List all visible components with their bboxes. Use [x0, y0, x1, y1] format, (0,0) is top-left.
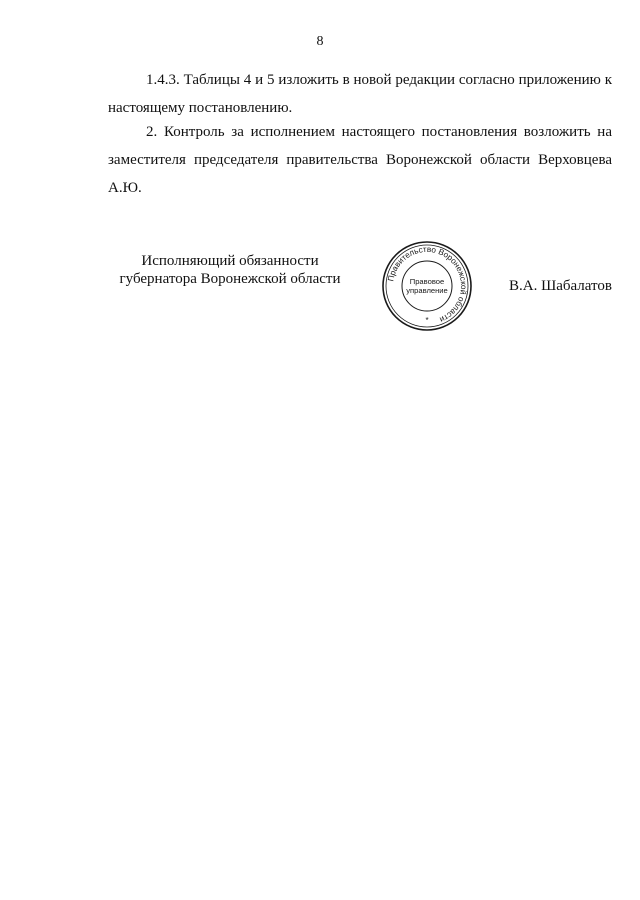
- seal-ring-text: Правительство Воронежской области: [386, 244, 469, 325]
- paragraph-text: 1.4.3. Таблицы 4 и 5 изложить в новой редакции согласно приложению к настоящему постановлению.: [108, 72, 612, 116]
- signatory-title-line-1: Исполняющий обязанности: [141, 253, 319, 269]
- signatory-title: [100, 252, 360, 288]
- paragraph-text: 2. Контроль за исполнением настоящего постановления возложить на заместителя председателя правительства Воронежской области Верховцева А.Ю.: [108, 124, 612, 196]
- seal-center-line-2: управление: [406, 286, 448, 295]
- signatory-title-line-2: губернатора Воронежской области: [119, 271, 341, 287]
- page-number: 8: [316, 34, 324, 49]
- seal-icon: [381, 240, 473, 332]
- seal-center-line-1: Правовое: [409, 277, 445, 286]
- official-seal: [381, 240, 473, 332]
- paragraph-control-clause: [108, 118, 612, 202]
- seal-star-icon: *: [425, 316, 429, 325]
- paragraph-tables-amendment: [108, 66, 612, 122]
- signer-name: В.А. Шабалатов: [509, 278, 612, 294]
